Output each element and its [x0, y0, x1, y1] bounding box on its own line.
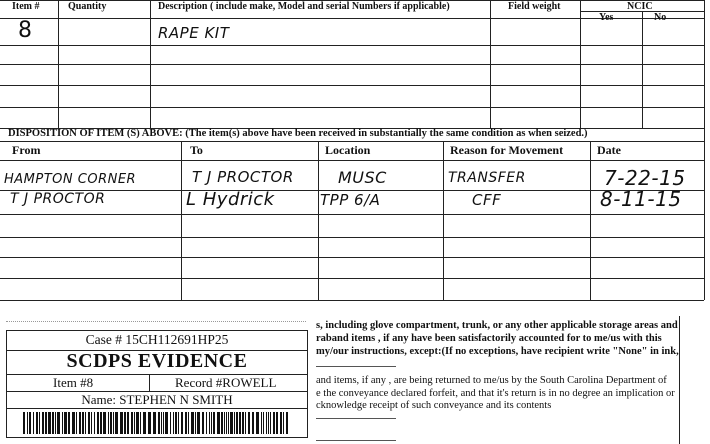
row1-to: T J PROCTOR — [192, 168, 294, 186]
row2-reason: CFF — [472, 191, 502, 209]
evidence-name: Name: STEPHEN N SMITH — [81, 392, 233, 407]
row1-date: 7-22-15 — [604, 166, 686, 190]
notice-p1-line2: raband items , if any have been satisfactorily accounted for to me/us with this — [316, 333, 662, 344]
notice-p1-line3: my/our instructions, except:(If no exceptions, have recipient write "None" in ink, — [316, 346, 679, 357]
col-ncic-yes: Yes — [599, 12, 614, 23]
col-quantity: Quantity — [68, 1, 107, 12]
col-reason: Reason for Movement — [450, 143, 564, 157]
row2-to: L Hydrick — [186, 189, 275, 210]
row1-reason: TRANSFER — [448, 170, 526, 186]
evidence-record: Record #ROWELL — [175, 375, 277, 390]
evidence-label — [6, 330, 308, 438]
disposition-heading: DISPOSITION OF ITEM (S) ABOVE: (The item(s) above have been received in substantially the same condition as when seized.) — [8, 128, 588, 139]
col-from: From — [12, 143, 41, 157]
dotted-rule — [6, 321, 306, 322]
row2-date: 8-11-15 — [600, 187, 682, 211]
barcode-icon — [23, 412, 291, 434]
col-field-weight: Field weight — [508, 1, 561, 12]
evidence-case-number: Case # 15CH112691HP25 — [85, 332, 229, 347]
notice-p2-line2: e the conveyance declared forfeit, and that it's return is in no degree an implication or — [316, 388, 675, 399]
col-location: Location — [325, 143, 371, 157]
col-date: Date — [597, 143, 621, 157]
col-item-no: Item # — [12, 1, 40, 12]
col-description: Description ( include make, Model and serial Numbers if applicable) — [158, 1, 450, 12]
item-description-value: RAPE KIT — [158, 24, 230, 42]
notice-p1-line1: s, including glove compartment, trunk, or any other applicable storage areas and — [316, 320, 678, 331]
row1-location: MUSC — [338, 168, 387, 187]
col-ncic-no: No — [654, 12, 667, 23]
notice-p2-line3: cknowledge receipt of such conveyance and its contents — [316, 400, 552, 411]
evidence-item: Item #8 — [53, 375, 94, 390]
row2-location: TPP 6/A — [320, 191, 381, 209]
row2-from: T J PROCTOR — [10, 191, 106, 207]
col-ncic: NCIC — [627, 1, 653, 12]
notice-p2-line1: and items, if any , are being returned to me/us by the South Carolina Department of — [316, 375, 667, 386]
col-to: To — [190, 143, 203, 157]
item-number-value: 8 — [18, 18, 33, 43]
evidence-title: SCDPS EVIDENCE — [66, 350, 248, 372]
row1-from: HAMPTON CORNER — [4, 172, 137, 187]
